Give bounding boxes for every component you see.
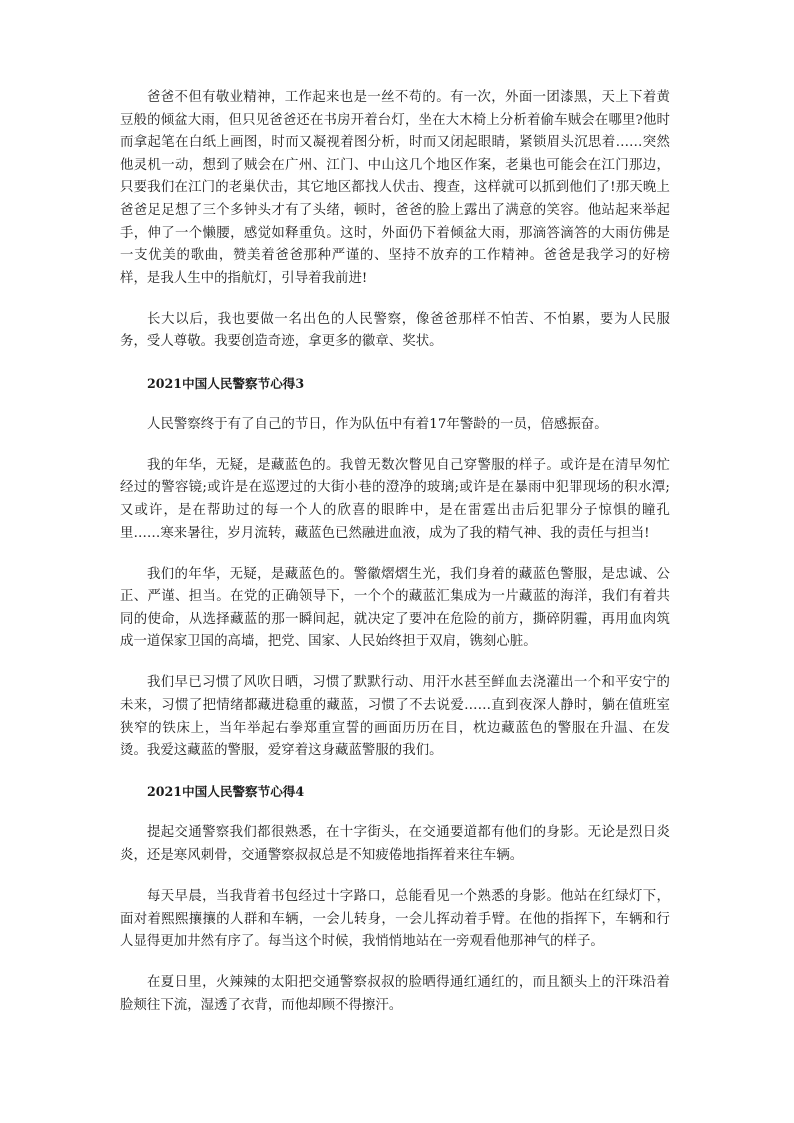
paragraph-grow-up-wish: 长大以后，我也要做一名出色的人民警察，像爸爸那样不怕苦、不怕累，要为人民服务，受人尊敬。我要创造奇迹，拿更多的徽章、奖状。 (120, 311, 670, 350)
paragraph-every-morning: 每天早晨，当我背着书包经过十字路口，总能看见一个熟悉的身影。他站在红绿灯下，面对着熙熙攘攘的人群和车辆，一会儿转身，一会儿挥动着手臂。在他的指挥下，车辆和行人显得更加井然有序了。每当这个时候，我悄悄地站在一旁观看他那神气的样子。 (120, 889, 670, 950)
paragraph-police-day-intro: 人民警察终于有了自己的节日，作为队伍中有着17年警龄的一员，倍感振奋。 (147, 416, 608, 432)
paragraph-my-years-navy: 我的年华，无疑，是藏蓝色的。我曾无数次瞥见自己穿警服的样子。或许是在清早匆忙经过的警容镜;或许是在巡逻过的大街小巷的澄净的玻璃;或许是在暴雨中犯罪现场的积水潭;又或许，是在帮助过的每一个人的欣喜的眼眸中，是在雷霆出击后犯罪分子惊惧的瞳孔里……寒来暑往，岁月流转，藏蓝色已然融进血液，成为了我的精气神、我的责任与担当! (120, 457, 670, 541)
paragraph-summer-day: 在夏日里，火辣辣的太阳把交通警察叔叔的脸晒得通红通红的，而且额头上的汗珠沿着脸颊往下流，湿透了衣背，而他却顾不得擦汗。 (120, 975, 670, 1013)
paragraph-used-to-hardship: 我们早已习惯了风吹日晒，习惯了默默行动、用汗水甚至鲜血去浇灌出一个和平安宁的未来，习惯了把情绪都藏进稳重的藏蓝，习惯了不去说爱……直到夜深人静时，躺在值班室狭窄的铁床上，当年举起右拳郑重宣誓的画面历历在目，枕边藏蓝色的警服在升温、在发烫。我爱这藏蓝的警服，爱穿着这身藏蓝警服的我们。 (120, 675, 670, 759)
paragraph-father-work-ethic: 爸爸不但有敬业精神，工作起来也是一丝不苟的。有一次，外面一团漆黑，天上下着黄豆般的倾盆大雨，但只见爸爸还在书房开着台灯，坐在大木椅上分析着偷车贼会在哪里?他时而拿起笔在白纸上画图，时而又凝视着图分析，时而又闭起眼睛，紧锁眉头沉思着……突然他灵机一动，想到了贼会在广州、江门、中山这几个地区作案，老巢也可能会在江门那边，只要我们在江门的老巢伏击，其它地区都找人伏击、搜查，这样就可以抓到他们了!那天晚上爸爸足足想了三个多钟头才有了头绪，顿时，爸爸的脸上露出了满意的笑容。他站起来举起手，伸了一个懒腰，感觉如释重负。这时，外面仍下着倾盆大雨，那滴答滴答的大雨仿佛是一支优美的歌曲，赞美着爸爸那种严谨的、坚持不放弃的工作精神。爸爸是我学习的好榜样，是我人生中的指航灯，引导着我前进! (120, 90, 670, 286)
section-heading-3: 2021中国人民警察节心得3 (147, 375, 305, 391)
paragraph-traffic-police-intro: 提起交通警察我们都很熟悉，在十字街头，在交通要道都有他们的身影。无论是烈日炎炎，还是寒风刺骨，交通警察叔叔总是不知疲倦地指挥着来往车辆。 (120, 825, 670, 864)
section-heading-4: 2021中国人民警察节心得4 (147, 784, 305, 800)
paragraph-our-years-navy: 我们的年华，无疑，是藏蓝色的。警徽熠熠生光，我们身着的藏蓝色警服，是忠诚、公正、严谨、担当。在党的正确领导下，一个个的藏蓝汇集成为一片藏蓝的海洋，我们有着共同的使命，从选择藏蓝的那一瞬间起，就决定了要冲在危险的前方，撕碎阴霾，再用血肉筑成一道保家卫国的高墙，把党、国家、人民始终担于双肩，镌刻心脏。 (120, 566, 670, 650)
